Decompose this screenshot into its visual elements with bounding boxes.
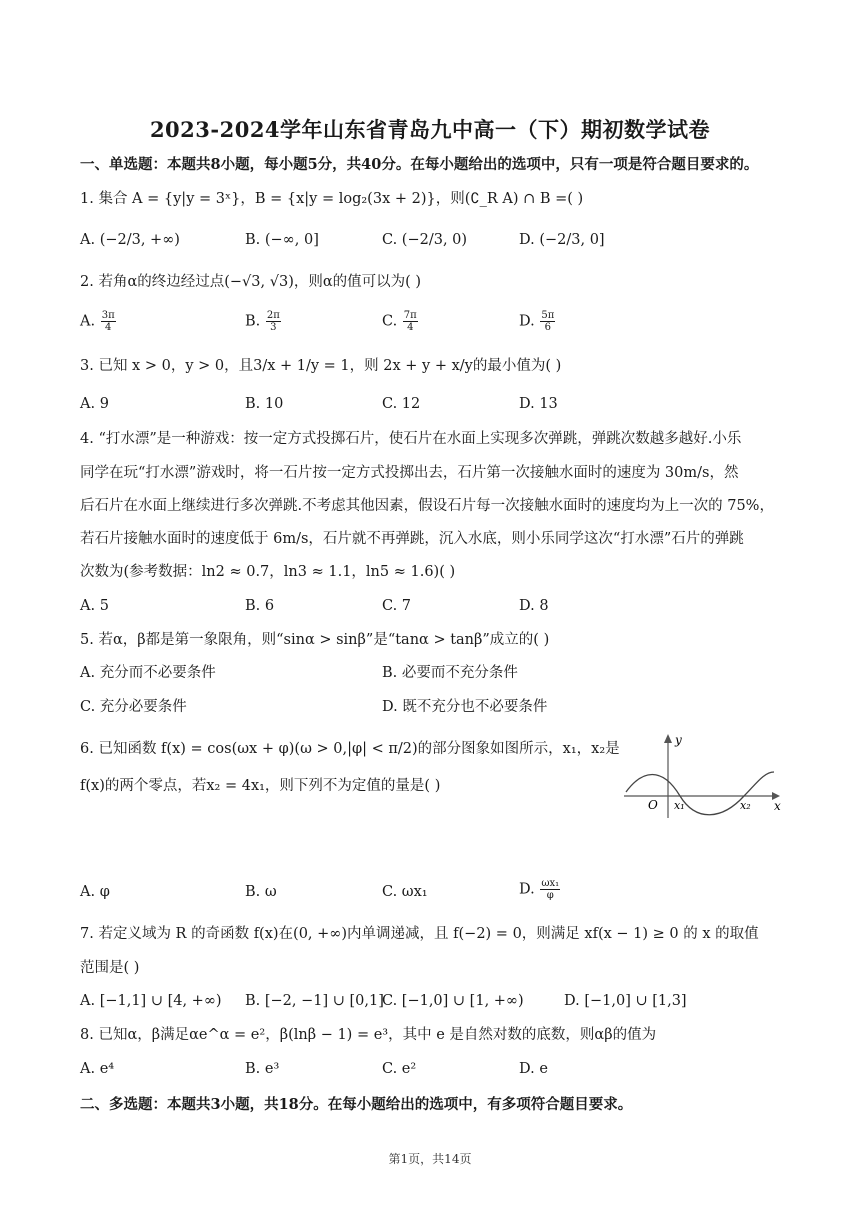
q6-option-d-label: D. <box>519 881 535 898</box>
q7-line-1: 7. 若定义域为 R 的奇函数 f(x)在(0, +∞)内单调递减，且 f(−2) = 0，则满足 xf(x − 1) ≥ 0 的 x 的取值 <box>80 926 759 942</box>
q1-stem: 1. 集合 A = {y|y = 3ˣ}，B = {x|y = log₂(3x + 2)}，则(∁_R A) ∩ B =( ) <box>80 191 584 207</box>
q2-option-c <box>382 310 419 333</box>
q2-option-c-label: C. <box>382 313 398 330</box>
x2-label: x₂ <box>740 799 751 812</box>
q2-d-denominator: 6 <box>544 322 551 333</box>
q8-stem: 8. 已知α，β满足αe^α = e²，β(lnβ − 1) = e³，其中 e 是自然对数的底数，则αβ的值为 <box>80 1027 657 1043</box>
y-axis-label: y <box>675 733 682 747</box>
q4-option-c: C. 7 <box>382 598 412 614</box>
q3-option-a: A. 9 <box>80 396 109 412</box>
q2-b-numerator: 2π <box>266 310 280 321</box>
q2-option-b-label: B. <box>245 313 261 330</box>
q2-stem: 2. 若角α的终边经过点(−√3, √3)，则α的值可以为( ) <box>80 274 422 290</box>
q7-option-a: A. [−1,1] ∪ [4, +∞) <box>80 993 222 1009</box>
q2-b-denominator: 3 <box>270 322 277 333</box>
q7-option-b: B. [−2, −1] ∪ [0,1] <box>245 993 384 1009</box>
q6-option-c: C. ωx₁ <box>382 884 428 900</box>
q2-d-numerator: 5π <box>541 310 555 321</box>
q8-option-a: A. e⁴ <box>80 1061 115 1077</box>
q4-option-b: B. 6 <box>245 598 275 614</box>
q1-option-a: A. (−2/3, +∞) <box>80 232 180 248</box>
q2-option-c-fraction <box>403 310 418 333</box>
q3-option-c: C. 12 <box>382 396 421 412</box>
q6-line-2: f(x)的两个零点，若x₂ = 4x₁，则下列不为定值的量是( ) <box>80 778 441 794</box>
q6-option-d <box>519 878 561 901</box>
q8-option-b: B. e³ <box>245 1061 280 1077</box>
q6-d-denominator: φ <box>546 890 554 901</box>
origin-label: O <box>648 798 658 812</box>
q7-line-2: 范围是( ) <box>80 960 140 976</box>
q2-option-b-fraction <box>266 310 281 333</box>
q2-option-a-fraction <box>101 310 116 333</box>
q2-option-d-label: D. <box>519 313 535 330</box>
q4-line-3: 后石片在水面上继续进行多次弹跳.不考虑其他因素，假设石片每一次接触水面时的速度均为上一次的 75%， <box>80 498 774 514</box>
q5-stem: 5. 若α，β都是第一象限角，则“sinα > sinβ”是“tanα > tanβ”成立的( ) <box>80 632 550 648</box>
q3-stem: 3. 已知 x > 0，y > 0，且3/x + 1/y = 1，则 2x + y + x/y的最小值为( ) <box>80 358 562 374</box>
page-title: 2023-2024学年山东省青岛九中高一（下）期初数学试卷 <box>149 117 711 142</box>
q6-option-b: B. ω <box>245 884 277 900</box>
q2-option-d-fraction <box>540 310 555 333</box>
section-2-heading: 二、多选题：本题共3小题，共18分。在每小题给出的选项中，有多项符合题目要求。 <box>80 1096 633 1113</box>
q5-option-b: B. 必要而不充分条件 <box>382 665 518 681</box>
q4-line-2: 同学在玩“打水漂”游戏时，将一石片按一定方式投掷出去，石片第一次接触水面时的速度为 30m/s，然 <box>80 465 739 481</box>
q2-c-numerator: 7π <box>403 310 417 321</box>
q7-option-d: D. [−1,0] ∪ [1,3] <box>564 993 687 1009</box>
section-1-heading: 一、单选题：本题共8小题，每小题5分，共40分。在每小题给出的选项中，只有一项是符合题目要求的。 <box>80 156 759 173</box>
q8-option-d: D. e <box>519 1061 548 1077</box>
q3-option-b: B. 10 <box>245 396 284 412</box>
q2-a-denominator: 4 <box>104 322 112 333</box>
cosine-graph-figure <box>622 730 782 825</box>
q4-line-5: 次数为(参考数据：ln2 ≈ 0.7，ln3 ≈ 1.1，ln5 ≈ 1.6)( ) <box>80 564 456 580</box>
q6-d-numerator: ωx₁ <box>541 878 560 889</box>
q7-option-c: C. [−1,0] ∪ [1, +∞) <box>382 993 524 1009</box>
q8-option-c: C. e² <box>382 1061 417 1077</box>
q4-option-a: A. 5 <box>80 598 109 614</box>
y-axis-arrow <box>664 734 672 743</box>
q1-option-d: D. (−2/3, 0] <box>519 232 605 248</box>
q5-option-c: C. 充分必要条件 <box>80 699 187 715</box>
q1-option-b: B. (−∞, 0] <box>245 232 319 248</box>
q4-option-d: D. 8 <box>519 598 549 614</box>
q5-option-a: A. 充分而不必要条件 <box>80 665 216 681</box>
q2-option-a <box>80 310 117 333</box>
q4-line-4: 若石片接触水面时的速度低于 6m/s，石片就不再弹跳，沉入水底，则小乐同学这次“打水漂”石片的弹跳 <box>80 531 744 547</box>
q2-option-a-label: A. <box>80 313 96 330</box>
q6-line-1: 6. 已知函数 f(x) = cos(ωx + φ)(ω > 0,|φ| < π/2)的部分图象如图所示，x₁，x₂是 <box>80 741 620 757</box>
page-footer: 第1页，共14页 <box>388 1152 472 1166</box>
q2-c-denominator: 4 <box>407 322 414 333</box>
x-axis-label: x <box>774 799 781 813</box>
q4-line-1: 4. “打水漂”是一种游戏：按一定方式投掷石片，使石片在水面上实现多次弹跳，弹跳次数越多越好.小乐 <box>80 431 742 447</box>
q3-option-d: D. 13 <box>519 396 558 412</box>
q6-option-a: A. φ <box>80 884 110 900</box>
q6-option-d-fraction <box>540 878 560 901</box>
q1-option-c: C. (−2/3, 0) <box>382 232 468 248</box>
q5-option-d: D. 既不充分也不必要条件 <box>382 699 548 715</box>
x1-label: x₁ <box>674 799 685 812</box>
q2-option-b <box>245 310 282 333</box>
q2-option-d <box>519 310 556 333</box>
q2-a-numerator: 3π <box>101 310 115 321</box>
